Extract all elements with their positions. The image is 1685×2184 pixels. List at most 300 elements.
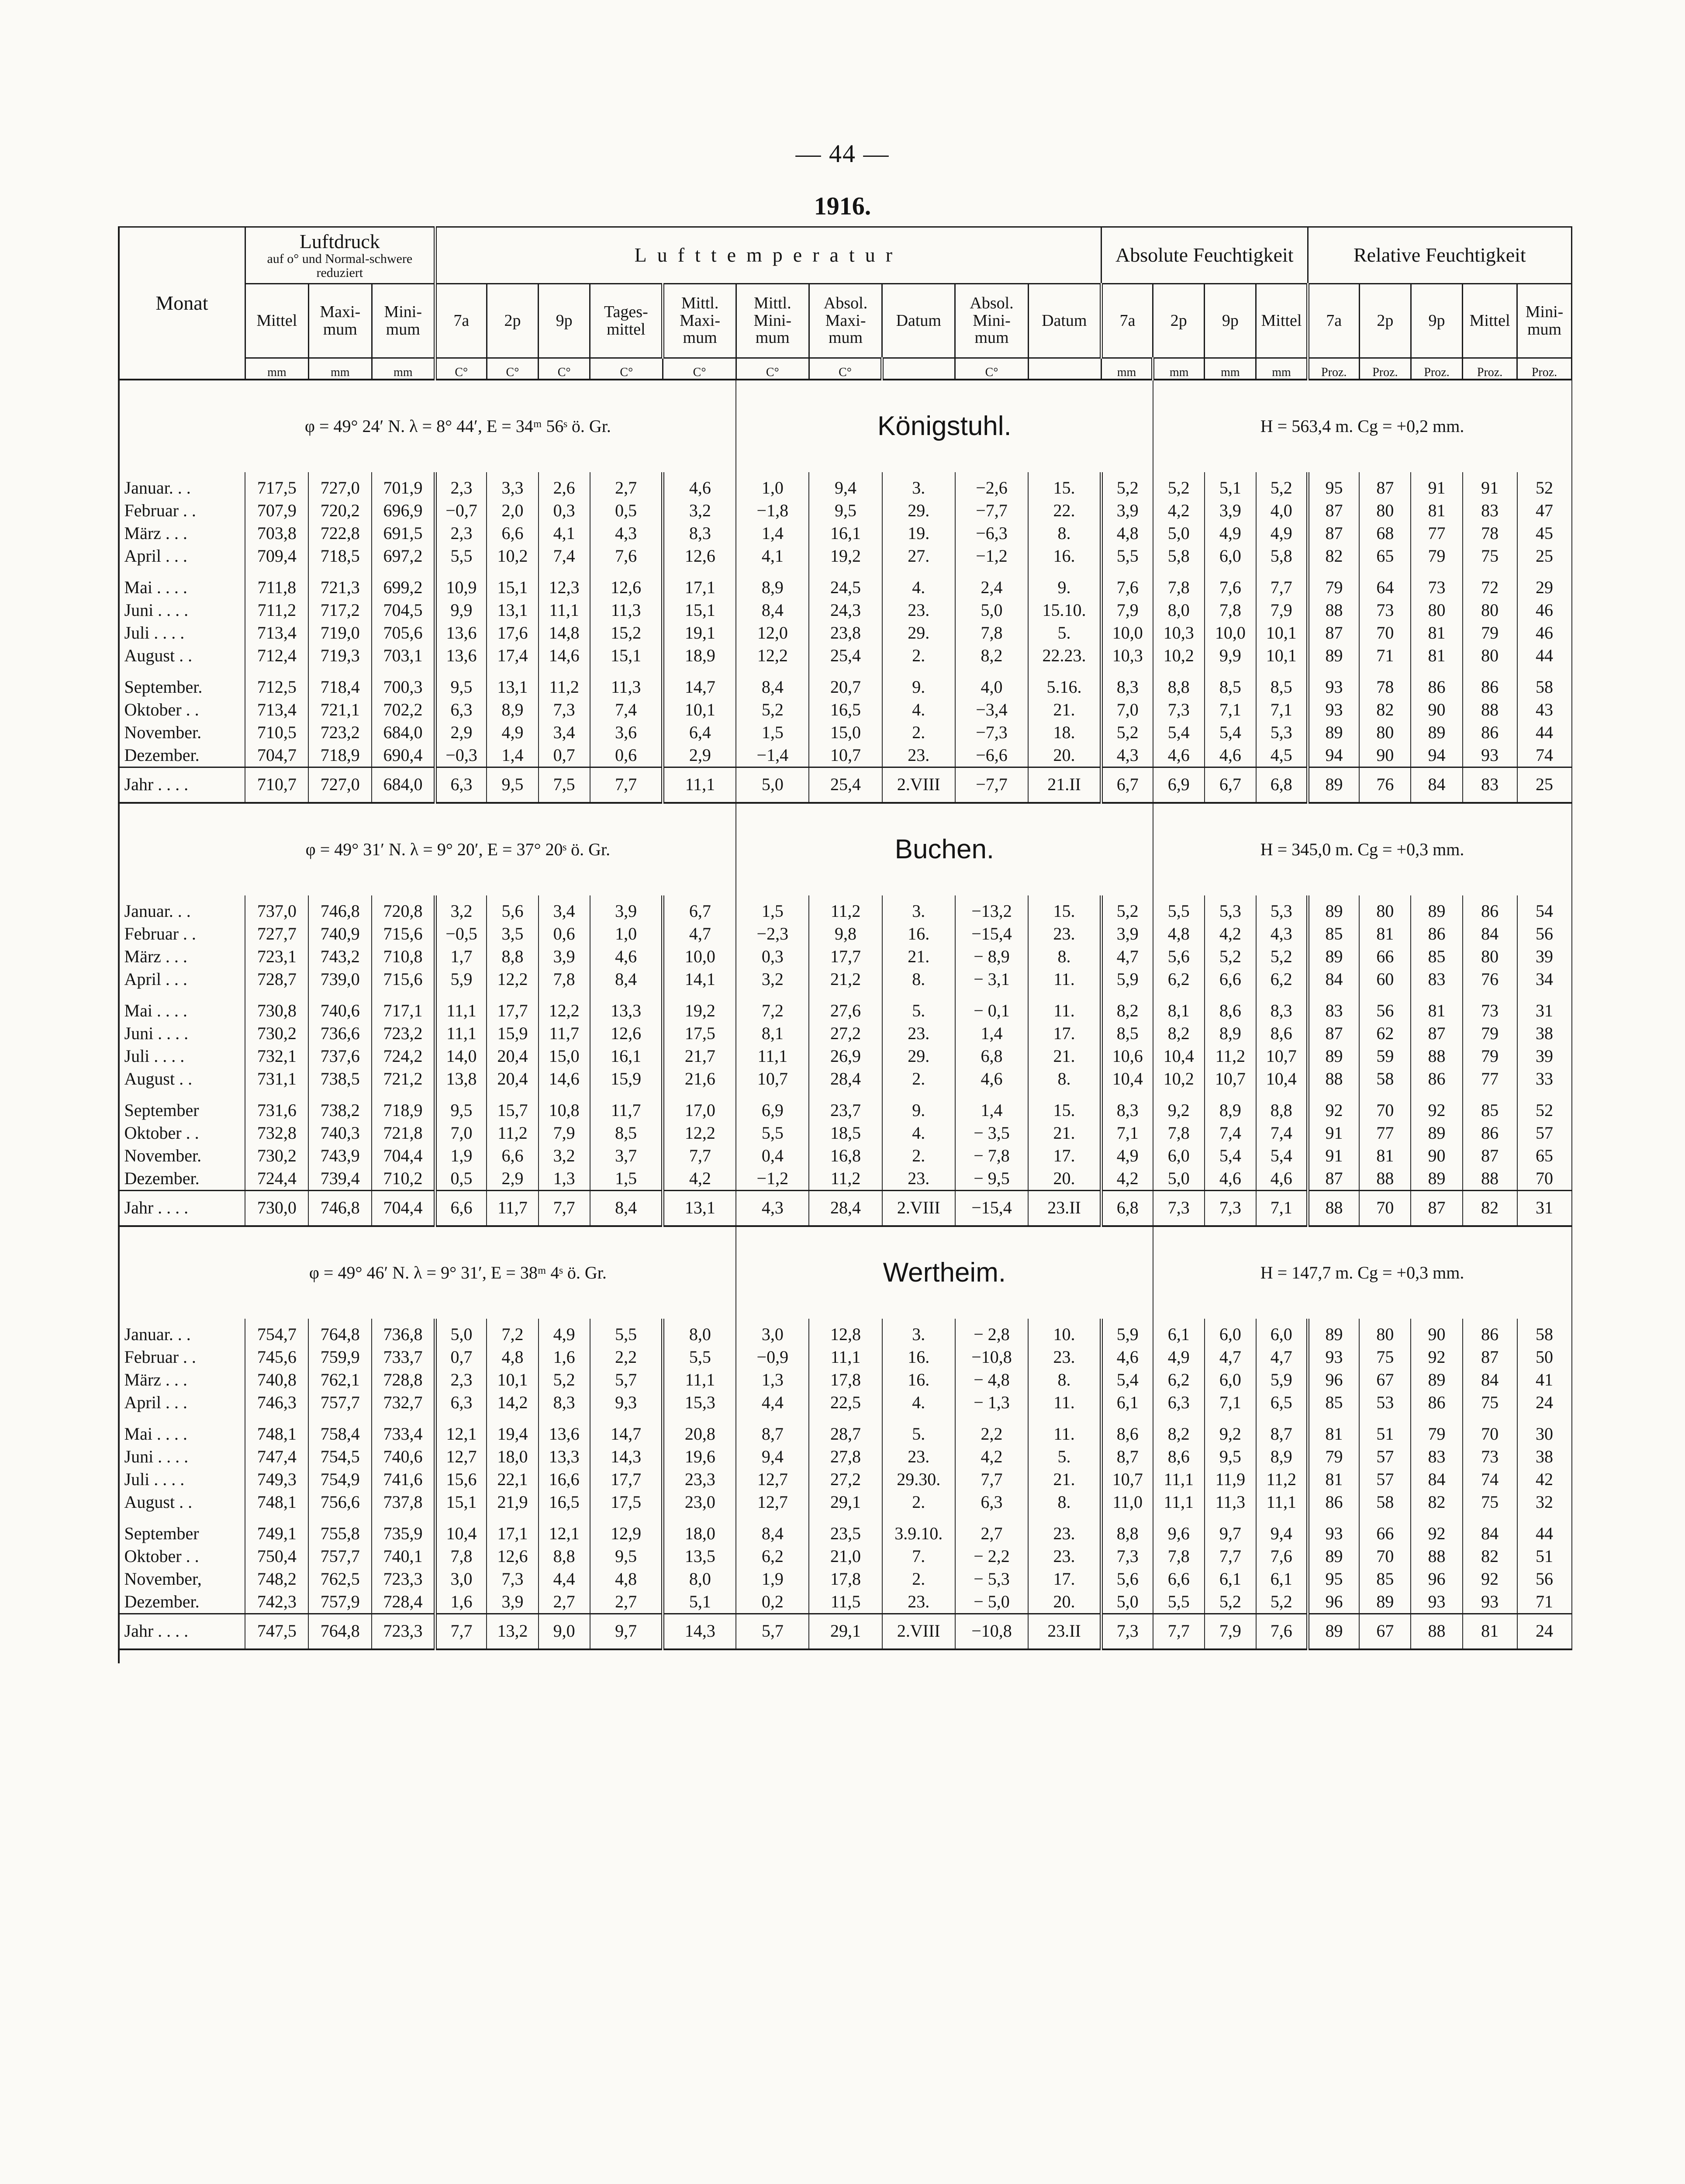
table-cell: 89 (1411, 1122, 1462, 1144)
table-cell: 65 (1359, 545, 1411, 576)
table-cell: 737,8 (372, 1491, 435, 1522)
table-cell: 2,6 (539, 472, 590, 499)
table-cell: 9,5 (590, 1545, 663, 1568)
table-cell: 9,7 (1205, 1522, 1256, 1545)
table-cell: 4,6 (1256, 1167, 1308, 1191)
table-cell: −6,3 (955, 522, 1028, 545)
table-cell: 56 (1359, 999, 1411, 1022)
table-cell: 3,5 (487, 923, 538, 945)
table-cell: −1,4 (736, 744, 809, 767)
table-cell: 70 (1359, 1191, 1411, 1227)
table-cell: 8,5 (590, 1122, 663, 1144)
table-cell: 6,7 (1205, 767, 1256, 803)
table-cell: 9,5 (435, 676, 487, 698)
col-minimum: Mini-mum (372, 284, 435, 358)
table-cell: 2,7 (955, 1522, 1028, 1545)
table-cell: 89 (1359, 1590, 1411, 1614)
table-cell: 6,4 (663, 721, 736, 744)
table-cell: 0,6 (539, 923, 590, 945)
table-cell: 743,9 (308, 1144, 372, 1167)
table-cell: − 0,1 (955, 999, 1028, 1022)
table-cell: 6,2 (1153, 1368, 1205, 1391)
header-rel-feucht: Relative Feuchtigkeit (1308, 227, 1571, 284)
table-cell: 16,5 (809, 698, 882, 721)
table-cell: 721,8 (372, 1122, 435, 1144)
table-cell: 5,0 (1153, 522, 1205, 545)
table-cell: 8,5 (1205, 676, 1256, 698)
table-cell: 4,8 (1153, 923, 1205, 945)
table-cell: 41 (1517, 1368, 1572, 1391)
station-coords: φ = 49° 24′ N. λ = 8° 44′, E = 34ᵐ 56ˢ ö. Gr. (119, 380, 736, 472)
table-cell: 8,5 (1101, 1022, 1153, 1045)
table-cell: 7,1 (1256, 1191, 1308, 1227)
table-body (119, 380, 1572, 1649)
month-cell: September. (119, 676, 245, 698)
table-cell: 11. (1028, 999, 1101, 1022)
month-cell: August . . (119, 1491, 245, 1522)
table-cell: 80 (1359, 1319, 1411, 1346)
table-cell: 11,2 (809, 895, 882, 923)
table-cell: 2,3 (435, 522, 487, 545)
table-cell: 1,5 (736, 721, 809, 744)
table-cell: 20. (1028, 744, 1101, 767)
table-cell: 84 (1463, 1368, 1517, 1391)
table-cell: 747,5 (245, 1614, 308, 1650)
table-cell: 14,7 (663, 676, 736, 698)
table-cell: 10,3 (1153, 622, 1205, 644)
month-cell: November, (119, 1568, 245, 1590)
table-cell: 13,8 (435, 1068, 487, 1099)
table-cell: 14,7 (590, 1423, 663, 1445)
table-cell: 754,5 (308, 1445, 372, 1468)
table-cell: 4,6 (1153, 744, 1205, 767)
table-cell: 10,2 (487, 545, 538, 576)
unit-cell (1028, 358, 1101, 380)
table-cell: 11,1 (809, 1346, 882, 1368)
table-cell: 27,6 (809, 999, 882, 1022)
table-cell: 697,2 (372, 545, 435, 576)
table-cell: 56 (1517, 923, 1572, 945)
table-cell: 22. (1028, 499, 1101, 522)
table-cell: 8,2 (1153, 1423, 1205, 1445)
table-cell: 13,5 (663, 1545, 736, 1568)
table-cell: 7,0 (1101, 698, 1153, 721)
unit-cell: C° (809, 358, 882, 380)
table-cell: 1,3 (736, 1368, 809, 1391)
table-cell: 88 (1308, 1068, 1359, 1099)
table-cell: 723,2 (308, 721, 372, 744)
table-cell: 25,4 (809, 644, 882, 676)
col-r9p: 9p (1411, 284, 1462, 358)
table-cell: 8,3 (1101, 676, 1153, 698)
table-cell: 2,4 (955, 576, 1028, 599)
table-cell: 29. (882, 622, 955, 644)
table-cell: 719,0 (308, 622, 372, 644)
table-cell: 721,2 (372, 1068, 435, 1099)
table-cell: 5,4 (1205, 1144, 1256, 1167)
table-cell: 4,7 (1101, 945, 1153, 968)
unit-cell: Proz. (1411, 358, 1462, 380)
table-cell: 23,5 (809, 1522, 882, 1545)
month-cell: April . . . (119, 545, 245, 576)
table-cell: 8,6 (1256, 1022, 1308, 1045)
table-cell: 5,4 (1205, 721, 1256, 744)
month-cell: Dezember. (119, 744, 245, 767)
table-cell: 77 (1359, 1122, 1411, 1144)
table-cell: 74 (1517, 744, 1572, 767)
table-cell: 0,5 (435, 1167, 487, 1191)
table-cell: 5,2 (1256, 472, 1308, 499)
table-cell: 9,5 (435, 1099, 487, 1122)
table-cell: 1,0 (590, 923, 663, 945)
table-cell: 15,1 (663, 599, 736, 622)
table-cell: 50 (1517, 1346, 1572, 1368)
table-row (119, 1491, 1572, 1522)
table-cell: 4,6 (1205, 1167, 1256, 1191)
table-cell: 741,6 (372, 1468, 435, 1491)
table-cell: 9,9 (1205, 644, 1256, 676)
table-cell: 93 (1308, 1522, 1359, 1545)
table-cell: 5,9 (1256, 1368, 1308, 1391)
table-cell: 6,3 (435, 767, 487, 803)
table-cell: 4,0 (955, 676, 1028, 698)
table-cell: 7,1 (1101, 1122, 1153, 1144)
table-cell: 58 (1359, 1491, 1411, 1522)
table-cell: 709,4 (245, 545, 308, 576)
table-row (119, 895, 1572, 923)
station-name: Buchen. (736, 803, 1153, 895)
table-cell: 9. (1028, 576, 1101, 599)
table-cell: 30 (1517, 1423, 1572, 1445)
table-cell: 16,6 (539, 1468, 590, 1491)
table-cell: 11,2 (1256, 1468, 1308, 1491)
table-cell: 87 (1359, 472, 1411, 499)
table-cell: 712,5 (245, 676, 308, 698)
table-row (119, 698, 1572, 721)
table-cell: 76 (1359, 767, 1411, 803)
table-cell: 7,6 (1256, 1545, 1308, 1568)
table-cell: 705,6 (372, 622, 435, 644)
month-cell: Januar. . . (119, 472, 245, 499)
table-cell: 8,3 (539, 1391, 590, 1423)
table-cell: 12,8 (809, 1319, 882, 1346)
table-cell: 20. (1028, 1167, 1101, 1191)
table-cell: 10,7 (736, 1068, 809, 1099)
table-cell: 86 (1463, 1319, 1517, 1346)
table-cell: 4,3 (590, 522, 663, 545)
table-cell: 5,2 (539, 1368, 590, 1391)
month-cell: Januar. . . (119, 895, 245, 923)
station-header-row (119, 380, 1572, 472)
table-cell: 5,3 (1205, 895, 1256, 923)
table-cell: − 9,5 (955, 1167, 1028, 1191)
table-cell: 15. (1028, 472, 1101, 499)
table-cell: 5,4 (1153, 721, 1205, 744)
table-cell: 89 (1411, 721, 1462, 744)
table-cell: 44 (1517, 644, 1572, 676)
table-cell: 759,9 (308, 1346, 372, 1368)
table-cell: 4,2 (663, 1167, 736, 1191)
header-luftdruck (245, 227, 435, 284)
month-cell: September (119, 1099, 245, 1122)
table-cell: −13,2 (955, 895, 1028, 923)
table-cell: 86 (1463, 721, 1517, 744)
table-cell: 5,5 (1153, 895, 1205, 923)
table-cell: 1,5 (590, 1167, 663, 1191)
table-cell: 2,9 (487, 1167, 538, 1191)
table-cell: 710,7 (245, 767, 308, 803)
table-cell: 26,9 (809, 1045, 882, 1068)
table-cell: 710,8 (372, 945, 435, 968)
table-cell: 8,4 (736, 599, 809, 622)
table-cell: 6,0 (1205, 1319, 1256, 1346)
table-cell: 11,2 (539, 676, 590, 698)
table-cell: 10,6 (1101, 1045, 1153, 1068)
table-cell: 2. (882, 721, 955, 744)
table-cell: 66 (1359, 945, 1411, 968)
table-cell: 10,7 (1101, 1468, 1153, 1491)
table-cell: 9,4 (736, 1445, 809, 1468)
table-cell: 11,1 (663, 767, 736, 803)
table-cell: 15. (1028, 895, 1101, 923)
table-cell: 17,8 (809, 1568, 882, 1590)
table-cell: 80 (1463, 945, 1517, 968)
table-cell: 7,0 (435, 1122, 487, 1144)
table-cell: 10,2 (1153, 1068, 1205, 1099)
table-cell: 1,5 (736, 895, 809, 923)
unit-cell: C° (435, 358, 487, 380)
table-cell: 86 (1463, 1122, 1517, 1144)
table-cell: 740,9 (308, 923, 372, 945)
col-r7a: 7a (1308, 284, 1359, 358)
table-cell: 58 (1517, 676, 1572, 698)
table-cell: 81 (1359, 923, 1411, 945)
table-cell: 33 (1517, 1068, 1572, 1099)
table-cell: 3.9.10. (882, 1522, 955, 1545)
month-cell: März . . . (119, 945, 245, 968)
table-cell: 12,9 (590, 1522, 663, 1545)
table-cell: 8. (1028, 1068, 1101, 1099)
table-cell: − 5,0 (955, 1590, 1028, 1614)
table-cell: 57 (1359, 1468, 1411, 1491)
table-cell: 84 (1463, 923, 1517, 945)
table-cell: 71 (1359, 644, 1411, 676)
table-cell: 2,3 (435, 1368, 487, 1391)
table-cell: 2,9 (663, 744, 736, 767)
table-cell: 84 (1463, 1522, 1517, 1545)
table-cell: 9,3 (590, 1391, 663, 1423)
table-cell: 21,0 (809, 1545, 882, 1568)
table-cell: 7,7 (663, 1144, 736, 1167)
table-cell: 80 (1359, 721, 1411, 744)
table-cell: 51 (1359, 1423, 1411, 1445)
table-cell: 730,2 (245, 1144, 308, 1167)
table-cell: 87 (1308, 522, 1359, 545)
table-cell: 5,9 (1101, 968, 1153, 999)
table-cell: 704,4 (372, 1191, 435, 1227)
table-cell: 6,1 (1205, 1568, 1256, 1590)
table-cell: 23. (882, 744, 955, 767)
table-cell: 9. (882, 676, 955, 698)
table-cell: 7,5 (539, 767, 590, 803)
unit-cell: Proz. (1359, 358, 1411, 380)
unit-cell: C° (487, 358, 538, 380)
table-cell: 13,1 (663, 1191, 736, 1227)
table-cell: 711,2 (245, 599, 308, 622)
table-cell: 6,8 (1101, 1191, 1153, 1227)
table-cell: 23. (882, 1022, 955, 1045)
table-cell: 748,2 (245, 1568, 308, 1590)
table-cell: 89 (1308, 895, 1359, 923)
table-cell: 7,4 (1256, 1122, 1308, 1144)
table-cell: 86 (1308, 1491, 1359, 1522)
col-abs-min: Absol. Mini-mum (955, 284, 1028, 358)
table-cell: 723,2 (372, 1022, 435, 1045)
table-cell: 27,2 (809, 1468, 882, 1491)
table-cell: 93 (1463, 744, 1517, 767)
table-cell: 728,7 (245, 968, 308, 999)
table-cell: 7,3 (1153, 698, 1205, 721)
table-cell: 20,4 (487, 1068, 538, 1099)
table-cell: 703,1 (372, 644, 435, 676)
table-cell: 8,7 (736, 1423, 809, 1445)
table-cell: 44 (1517, 721, 1572, 744)
table-cell: 7,3 (1101, 1545, 1153, 1568)
table-cell: 4,9 (1101, 1144, 1153, 1167)
table-cell: 718,9 (308, 744, 372, 767)
table-cell: 70 (1359, 1099, 1411, 1122)
table-cell: 5,5 (435, 545, 487, 576)
table-cell: 764,8 (308, 1614, 372, 1650)
table-cell: 88 (1359, 1167, 1411, 1191)
table-cell: 3,0 (435, 1568, 487, 1590)
table-row (119, 945, 1572, 968)
table-cell: 70 (1359, 622, 1411, 644)
table-cell: 4,9 (487, 721, 538, 744)
table-cell: 79 (1411, 1423, 1462, 1445)
table-cell: 16,1 (590, 1045, 663, 1068)
table-cell: 13,6 (435, 644, 487, 676)
table-cell: 5,7 (590, 1368, 663, 1391)
table-cell: 27. (882, 545, 955, 576)
unit-cell: mm (372, 358, 435, 380)
table-cell: 73 (1359, 599, 1411, 622)
table-cell: 2,7 (590, 1590, 663, 1614)
table-cell: 9,4 (1256, 1522, 1308, 1545)
table-cell: 83 (1411, 1445, 1462, 1468)
table-cell: 13,2 (487, 1614, 538, 1650)
table-cell: 87 (1463, 1144, 1517, 1167)
table-cell: 10,3 (1101, 644, 1153, 676)
table-cell: 5,1 (1205, 472, 1256, 499)
table-cell: 5,5 (1153, 1590, 1205, 1614)
table-cell: 89 (1308, 945, 1359, 968)
table-cell: 91 (1308, 1122, 1359, 1144)
table-cell: 7,8 (1205, 599, 1256, 622)
col-datum2: Datum (1028, 284, 1101, 358)
table-cell: 17,1 (487, 1522, 538, 1545)
table-cell: 764,8 (308, 1319, 372, 1346)
table-cell: 19. (882, 522, 955, 545)
table-cell: 64 (1359, 576, 1411, 599)
table-cell: −10,8 (955, 1614, 1028, 1650)
table-cell: 58 (1359, 1068, 1411, 1099)
table-cell: 715,6 (372, 968, 435, 999)
table-cell: 34 (1517, 968, 1572, 999)
table-cell: 21,9 (487, 1491, 538, 1522)
table-cell: 95 (1308, 472, 1359, 499)
table-cell: 82 (1463, 1545, 1517, 1568)
table-cell: 8,9 (1256, 1445, 1308, 1468)
table-cell: 6,9 (736, 1099, 809, 1122)
table-cell: 756,6 (308, 1491, 372, 1522)
table-cell: 740,1 (372, 1545, 435, 1568)
table-cell: 8,6 (1101, 1423, 1153, 1445)
table-cell: 6,3 (435, 1391, 487, 1423)
col-f9p: 9p (1205, 284, 1256, 358)
table-cell: 7. (882, 1545, 955, 1568)
unit-cell: Proz. (1517, 358, 1572, 380)
table-cell: − 7,8 (955, 1144, 1028, 1167)
table-cell: 5,2 (1256, 1590, 1308, 1614)
table-cell: 5,5 (1101, 545, 1153, 576)
table-cell: 3,4 (539, 721, 590, 744)
table-cell: 83 (1463, 499, 1517, 522)
table-cell: 59 (1359, 1045, 1411, 1068)
table-cell: 762,1 (308, 1368, 372, 1391)
table-cell: 6,6 (487, 522, 538, 545)
table-cell: 8. (1028, 1368, 1101, 1391)
table-cell: − 4,8 (955, 1368, 1028, 1391)
table-cell: −0,7 (435, 499, 487, 522)
table-cell: 8,4 (736, 1522, 809, 1545)
table-cell: 91 (1411, 472, 1462, 499)
table-cell: 5,2 (1256, 945, 1308, 968)
month-cell: Mai . . . . (119, 576, 245, 599)
table-cell: 23,0 (663, 1491, 736, 1522)
table-cell: 5. (882, 999, 955, 1022)
table-cell: 3,2 (663, 499, 736, 522)
table-cell: 7,7 (590, 767, 663, 803)
table-row (119, 599, 1572, 622)
table-cell: 87 (1411, 1022, 1462, 1045)
table-cell: 7,7 (1256, 576, 1308, 599)
table-cell: 85 (1308, 1391, 1359, 1423)
table-row (119, 472, 1572, 499)
table-cell: 8,6 (1205, 999, 1256, 1022)
table-cell: −1,2 (955, 545, 1028, 576)
table-cell: 7,6 (1101, 576, 1153, 599)
table-cell: 18,9 (663, 644, 736, 676)
header-abs-feucht: Absolute Feuchtigkeit (1101, 227, 1308, 284)
table-cell: 718,4 (308, 676, 372, 698)
table-cell: 87 (1411, 1191, 1462, 1227)
month-cell: August . . (119, 644, 245, 676)
table-cell: 6,6 (487, 1144, 538, 1167)
table-cell: 17. (1028, 1022, 1101, 1045)
month-cell: Dezember. (119, 1590, 245, 1614)
station-header-row (119, 1226, 1572, 1319)
table-cell: 1,9 (435, 1144, 487, 1167)
table-cell: 7,1 (1256, 698, 1308, 721)
table-cell: 10,2 (1153, 644, 1205, 676)
table-cell: 5. (1028, 1445, 1101, 1468)
table-row (119, 522, 1572, 545)
month-cell: Dezember. (119, 1167, 245, 1191)
table-cell: 2. (882, 1491, 955, 1522)
table-cell: 5,8 (1256, 545, 1308, 576)
table-cell: 15,2 (590, 622, 663, 644)
